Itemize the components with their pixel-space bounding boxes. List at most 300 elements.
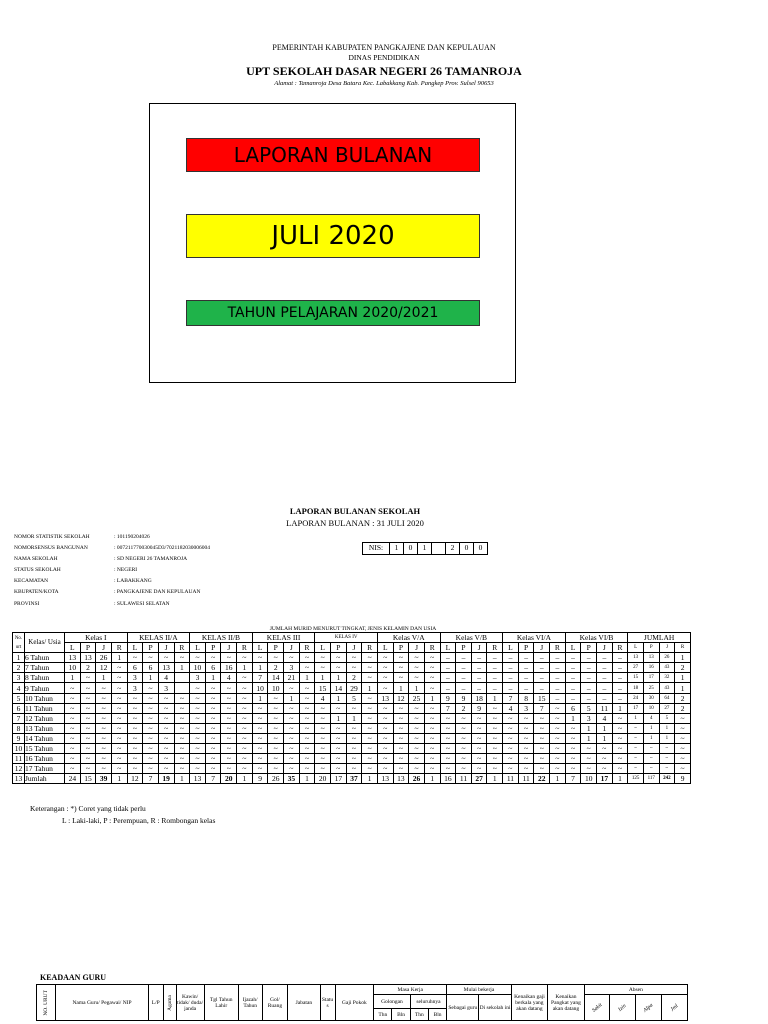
table-cell: 3: [127, 683, 143, 693]
table-cell: 17: [643, 673, 659, 683]
table-cell: ~: [252, 723, 268, 733]
table-cell: ~: [346, 723, 362, 733]
table-cell: ~: [456, 723, 472, 733]
row-label: 17 Tahun: [25, 764, 65, 774]
table-cell: ~: [80, 683, 96, 693]
table-cell: ~: [111, 744, 127, 754]
report-title: LAPORAN BULANAN SEKOLAH: [289, 506, 421, 516]
table-cell: ~: [268, 764, 284, 774]
table-cell: –: [550, 683, 566, 693]
table-cell: ~: [675, 754, 691, 764]
info-value: : NEGERI: [114, 567, 138, 574]
table-cell: ~: [190, 733, 206, 743]
table-cell: 1: [675, 653, 691, 663]
table-cell: ~: [331, 764, 347, 774]
table-cell: ~: [362, 754, 378, 764]
table-cell: ~: [565, 764, 581, 774]
subcol-header: P: [205, 643, 221, 653]
row-number: 1: [13, 653, 25, 663]
table-cell: ~: [534, 754, 550, 764]
table-cell: ~: [315, 713, 331, 723]
table-cell: ~: [80, 733, 96, 743]
table-cell: 11: [518, 774, 534, 784]
row-label: 11 Tahun: [25, 703, 65, 713]
subcol-header: L: [127, 643, 143, 653]
table-cell: 7: [252, 673, 268, 683]
table-cell: 10: [581, 774, 597, 784]
table-cell: 1: [143, 673, 159, 683]
table-cell: 3: [581, 713, 597, 723]
table-cell: ~: [299, 653, 315, 663]
table-cell: ~: [284, 683, 300, 693]
table-cell: 12: [96, 663, 112, 673]
table-cell: ~: [409, 673, 425, 683]
table-cell: ~: [143, 703, 159, 713]
department-heading: DINAS PENDIDIKAN: [348, 53, 420, 62]
table-row: [13, 733, 691, 743]
subcol-header: J: [221, 643, 237, 653]
row-number: 12: [13, 764, 25, 774]
subcol-header: R: [174, 643, 190, 653]
table-cell: 64: [659, 693, 675, 703]
table-cell: –: [518, 653, 534, 663]
table-cell: 13: [190, 774, 206, 784]
nis-digit: 0: [403, 543, 417, 554]
table-cell: ~: [158, 713, 174, 723]
table-cell: ~: [612, 754, 628, 764]
table-cell: ~: [65, 744, 81, 754]
table-cell: ~: [628, 744, 644, 754]
table-cell: ~: [96, 703, 112, 713]
table-cell: –: [440, 683, 456, 693]
table-cell: ~: [237, 733, 253, 743]
table-cell: ~: [143, 744, 159, 754]
table-cell: 1: [659, 733, 675, 743]
table-cell: ~: [471, 733, 487, 743]
table-cell: ~: [487, 703, 503, 713]
table-cell: 18: [628, 683, 644, 693]
table-cell: ~: [331, 744, 347, 754]
table-cell: 11: [597, 703, 613, 713]
info-value: : 101190204026: [114, 534, 150, 540]
table-cell: 13: [80, 653, 96, 663]
table-cell: ~: [143, 653, 159, 663]
table-cell: 19: [158, 774, 174, 784]
table-cell: 4: [597, 713, 613, 723]
table-cell: ~: [205, 723, 221, 733]
table-cell: –: [503, 683, 519, 693]
th-all-thn: Thn: [410, 1009, 428, 1021]
table-cell: ~: [471, 744, 487, 754]
table-cell: –: [487, 683, 503, 693]
table-cell: ~: [111, 703, 127, 713]
table-cell: 8: [518, 693, 534, 703]
group-header: Kelas VI/B: [565, 633, 628, 643]
row-number: 11: [13, 754, 25, 764]
table-cell: –: [487, 663, 503, 673]
table-cell: 7: [440, 703, 456, 713]
table-cell: ~: [127, 723, 143, 733]
th-absen-jml: Jml: [661, 995, 687, 1021]
table-cell: ~: [487, 713, 503, 723]
table-row: [13, 723, 691, 733]
table-cell: ~: [299, 703, 315, 713]
table-cell: 3: [190, 673, 206, 683]
subcol-header: J: [284, 643, 300, 653]
subcol-header: L: [252, 643, 268, 653]
subcol-header: R: [299, 643, 315, 653]
table-cell: ~: [471, 723, 487, 733]
table-cell: –: [487, 673, 503, 683]
table-cell: ~: [487, 744, 503, 754]
table-cell: ~: [96, 693, 112, 703]
table-cell: ~: [550, 744, 566, 754]
table-row: [13, 683, 691, 693]
table-cell: ~: [409, 764, 425, 774]
th-masa-kerja: Masa Kerja: [374, 985, 447, 995]
table-cell: ~: [424, 713, 440, 723]
table-cell: 6: [565, 703, 581, 713]
th-gaji: Gaji Pokok: [335, 985, 374, 1021]
table-cell: 12: [393, 693, 409, 703]
table-cell: ~: [503, 713, 519, 723]
info-label: PROVINSI: [14, 600, 40, 607]
table-cell: ~: [96, 683, 112, 693]
group-header: KELAS III: [252, 633, 315, 643]
table-cell: ~: [127, 653, 143, 663]
subcol-header: R: [237, 643, 253, 653]
table-cell: ~: [346, 703, 362, 713]
table-cell: ~: [190, 703, 206, 713]
table-cell: ~: [362, 703, 378, 713]
table-cell: ~: [503, 754, 519, 764]
table-cell: ~: [284, 713, 300, 723]
group-header: Kelas V/A: [377, 633, 440, 643]
table-cell: ~: [111, 723, 127, 733]
table-cell: ~: [237, 683, 253, 693]
row-label: 14 Tahun: [25, 733, 65, 743]
table-cell: 7: [143, 774, 159, 784]
table-cell: ~: [550, 703, 566, 713]
table-row: [13, 703, 691, 713]
table-cell: ~: [111, 754, 127, 764]
row-number: 7: [13, 713, 25, 723]
table-cell: 9: [252, 774, 268, 784]
group-header: KELAS IV: [315, 633, 378, 643]
table-cell: ~: [346, 653, 362, 663]
table-cell: ~: [252, 733, 268, 743]
table-cell: 10: [65, 663, 81, 673]
nis-box: [362, 542, 488, 555]
table-cell: ~: [111, 663, 127, 673]
table-cell: 27: [628, 663, 644, 673]
table-cell: 15: [628, 673, 644, 683]
subcol-header: R: [612, 643, 628, 653]
cover-box: [149, 103, 516, 383]
table-cell: 2: [346, 673, 362, 683]
row-number: 5: [13, 693, 25, 703]
table-cell: 7: [205, 774, 221, 784]
table-cell: 20: [315, 774, 331, 784]
table-cell: ~: [409, 703, 425, 713]
table-cell: –: [503, 663, 519, 673]
table-cell: ~: [565, 744, 581, 754]
table-cell: ~: [221, 683, 237, 693]
table-cell: ~: [471, 764, 487, 774]
table-cell: 2: [675, 693, 691, 703]
table-cell: ~: [503, 733, 519, 743]
th-ijazah: Ijazah/ Tahun: [238, 985, 262, 1021]
table-cell: 20: [221, 774, 237, 784]
table-cell: ~: [409, 713, 425, 723]
table-cell: ~: [96, 744, 112, 754]
table-cell: ~: [252, 744, 268, 754]
th-mulai: Mulai bekerja: [447, 985, 511, 995]
table-cell: ~: [174, 693, 190, 703]
table-cell: 13: [377, 774, 393, 784]
table-cell: ~: [143, 764, 159, 774]
table-cell: ~: [597, 754, 613, 764]
table-cell: 3: [518, 703, 534, 713]
students-table: [12, 632, 691, 784]
table-cell: ~: [315, 754, 331, 764]
school-address: Alamat : Tamanroja Desa Batara Kec. Labakkang Kab. Pangkep Prov. Sulsel 90653: [274, 80, 494, 87]
table-cell: ~: [299, 754, 315, 764]
table-cell: ~: [362, 713, 378, 723]
subcol-header: R: [424, 643, 440, 653]
th-status: Statu s: [320, 985, 335, 1021]
table-cell: 4: [315, 693, 331, 703]
table-cell: ~: [268, 693, 284, 703]
subcol-header: J: [158, 643, 174, 653]
teachers-title: KEADAAN GURU: [40, 973, 106, 982]
table-cell: ~: [205, 653, 221, 663]
table-cell: ~: [424, 703, 440, 713]
table-cell: ~: [362, 653, 378, 663]
table-cell: ~: [299, 683, 315, 693]
row-label: 13 Tahun: [25, 723, 65, 733]
table-cell: 7: [534, 703, 550, 713]
subcol-header: L: [503, 643, 519, 653]
th-all-bln: Bln: [428, 1009, 446, 1021]
row-number: 6: [13, 703, 25, 713]
table-cell: ~: [80, 703, 96, 713]
table-cell: 4: [221, 673, 237, 683]
table-cell: ~: [456, 733, 472, 743]
table-cell: ~: [111, 693, 127, 703]
table-cell: ~: [237, 723, 253, 733]
table-cell: –: [503, 653, 519, 663]
table-cell: [174, 673, 190, 683]
row-label: 9 Tahun: [25, 683, 65, 693]
table-cell: ~: [550, 713, 566, 723]
table-cell: –: [440, 663, 456, 673]
table-cell: ~: [456, 764, 472, 774]
table-cell: ~: [221, 764, 237, 774]
table-row: [13, 713, 691, 723]
table-cell: 13: [377, 693, 393, 703]
table-row: [13, 764, 691, 774]
table-cell: 43: [659, 683, 675, 693]
table-cell: ~: [346, 733, 362, 743]
table-cell: ~: [424, 663, 440, 673]
table-cell: –: [471, 683, 487, 693]
subcol-header: R: [550, 643, 566, 653]
table-cell: 30: [643, 693, 659, 703]
table-cell: 13: [65, 653, 81, 663]
table-cell: ~: [393, 703, 409, 713]
table-cell: 26: [409, 774, 425, 784]
table-cell: ~: [158, 764, 174, 774]
row-number: 10: [13, 744, 25, 754]
table-cell: ~: [550, 754, 566, 764]
table-cell: ~: [534, 764, 550, 774]
table-cell: ~: [237, 673, 253, 683]
subcol-header: P: [143, 643, 159, 653]
table-cell: –: [565, 683, 581, 693]
row-label: 6 Tahun: [25, 653, 65, 663]
table-cell: –: [612, 693, 628, 703]
subcol-header: L: [628, 643, 644, 653]
table-cell: 37: [346, 774, 362, 784]
table-cell: ~: [565, 723, 581, 733]
table-cell: ~: [111, 733, 127, 743]
table-cell: –: [612, 663, 628, 673]
table-cell: ~: [440, 733, 456, 743]
table-cell: ~: [534, 723, 550, 733]
table-cell: 1: [424, 693, 440, 703]
th-kenaikan-pangkat: Kenaikan Pangkat yang akan datang: [548, 985, 585, 1021]
table-cell: 1: [659, 723, 675, 733]
table-cell: –: [456, 683, 472, 693]
table-cell: ~: [643, 744, 659, 754]
th-jabatan: Jabatan: [288, 985, 320, 1021]
table-cell: ~: [331, 733, 347, 743]
table-cell: 35: [284, 774, 300, 784]
table-cell: ~: [252, 764, 268, 774]
table-cell: ~: [252, 754, 268, 764]
school-name: UPT SEKOLAH DASAR NEGERI 26 TAMANROJA: [246, 64, 522, 78]
table-cell: ~: [315, 703, 331, 713]
subcol-header: L: [65, 643, 81, 653]
table-cell: ~: [65, 693, 81, 703]
table-cell: 1: [675, 673, 691, 683]
table-cell: ~: [518, 744, 534, 754]
table-cell: ~: [237, 653, 253, 663]
table-cell: ~: [65, 754, 81, 764]
table-cell: –: [518, 663, 534, 673]
table-cell: –: [550, 663, 566, 673]
table-cell: ~: [581, 754, 597, 764]
table-cell: ~: [409, 733, 425, 743]
table-cell: ~: [111, 683, 127, 693]
table-cell: 1: [331, 693, 347, 703]
table-cell: ~: [111, 713, 127, 723]
table-cell: 25: [643, 683, 659, 693]
table-cell: ~: [237, 693, 253, 703]
row-number: 4: [13, 683, 25, 693]
subcol-header: L: [565, 643, 581, 653]
table-cell: ~: [96, 713, 112, 723]
info-value: : LABAKKANG: [114, 578, 152, 585]
table-cell: 13: [628, 653, 644, 663]
table-cell: 9: [440, 693, 456, 703]
table-cell: –: [550, 653, 566, 663]
table-cell: –: [597, 693, 613, 703]
info-row: [14, 565, 210, 576]
nis-digit: [431, 543, 445, 554]
table-cell: ~: [503, 723, 519, 733]
table-cell: ~: [96, 733, 112, 743]
table-cell: 117: [643, 774, 659, 784]
subcol-header: L: [190, 643, 206, 653]
table-cell: –: [550, 673, 566, 683]
table-cell: 10: [190, 663, 206, 673]
table-cell: 26: [659, 653, 675, 663]
table-cell: ~: [424, 673, 440, 683]
row-label: 8 Tahun: [25, 673, 65, 683]
subcol-header: P: [581, 643, 597, 653]
table-cell: ~: [80, 744, 96, 754]
table-cell: 1: [643, 733, 659, 743]
table-cell: ~: [471, 754, 487, 764]
table-cell: ~: [643, 764, 659, 774]
nis-digit: 0: [473, 543, 487, 554]
table-cell: 1: [299, 774, 315, 784]
table-cell: ~: [487, 764, 503, 774]
th-golongan: Golongan: [374, 995, 411, 1009]
nis-label: NIS:: [368, 543, 384, 552]
table-cell: 1: [628, 713, 644, 723]
table-cell: –: [471, 673, 487, 683]
table-cell: ~: [143, 754, 159, 764]
table-cell: –: [581, 653, 597, 663]
table-cell: ~: [127, 703, 143, 713]
table-cell: 1: [315, 673, 331, 683]
table-cell: ~: [96, 764, 112, 774]
subcol-header: P: [518, 643, 534, 653]
table-cell: 2: [456, 703, 472, 713]
subcol-header: P: [268, 643, 284, 653]
table-cell: 1: [581, 723, 597, 733]
table-cell: ~: [565, 754, 581, 764]
table-cell: 1: [612, 703, 628, 713]
table-cell: –: [565, 693, 581, 703]
table-cell: ~: [237, 754, 253, 764]
table-cell: 17: [331, 774, 347, 784]
table-cell: –: [456, 653, 472, 663]
table-cell: ~: [174, 754, 190, 764]
table-cell: ~: [393, 653, 409, 663]
table-cell: ~: [377, 713, 393, 723]
table-cell: ~: [268, 733, 284, 743]
table-cell: ~: [284, 653, 300, 663]
table-cell: ~: [393, 723, 409, 733]
table-cell: ~: [190, 713, 206, 723]
table-cell: ~: [158, 754, 174, 764]
table-cell: ~: [158, 744, 174, 754]
table-cell: ~: [221, 754, 237, 764]
th-absen-alpa: Alpa: [636, 995, 662, 1021]
table-cell: ~: [331, 703, 347, 713]
table-cell: ~: [424, 754, 440, 764]
table-cell: ~: [346, 764, 362, 774]
table-cell: 6: [127, 663, 143, 673]
table-cell: ~: [268, 703, 284, 713]
table-cell: 6: [205, 663, 221, 673]
table-cell: 14: [331, 683, 347, 693]
table-cell: ~: [628, 723, 644, 733]
